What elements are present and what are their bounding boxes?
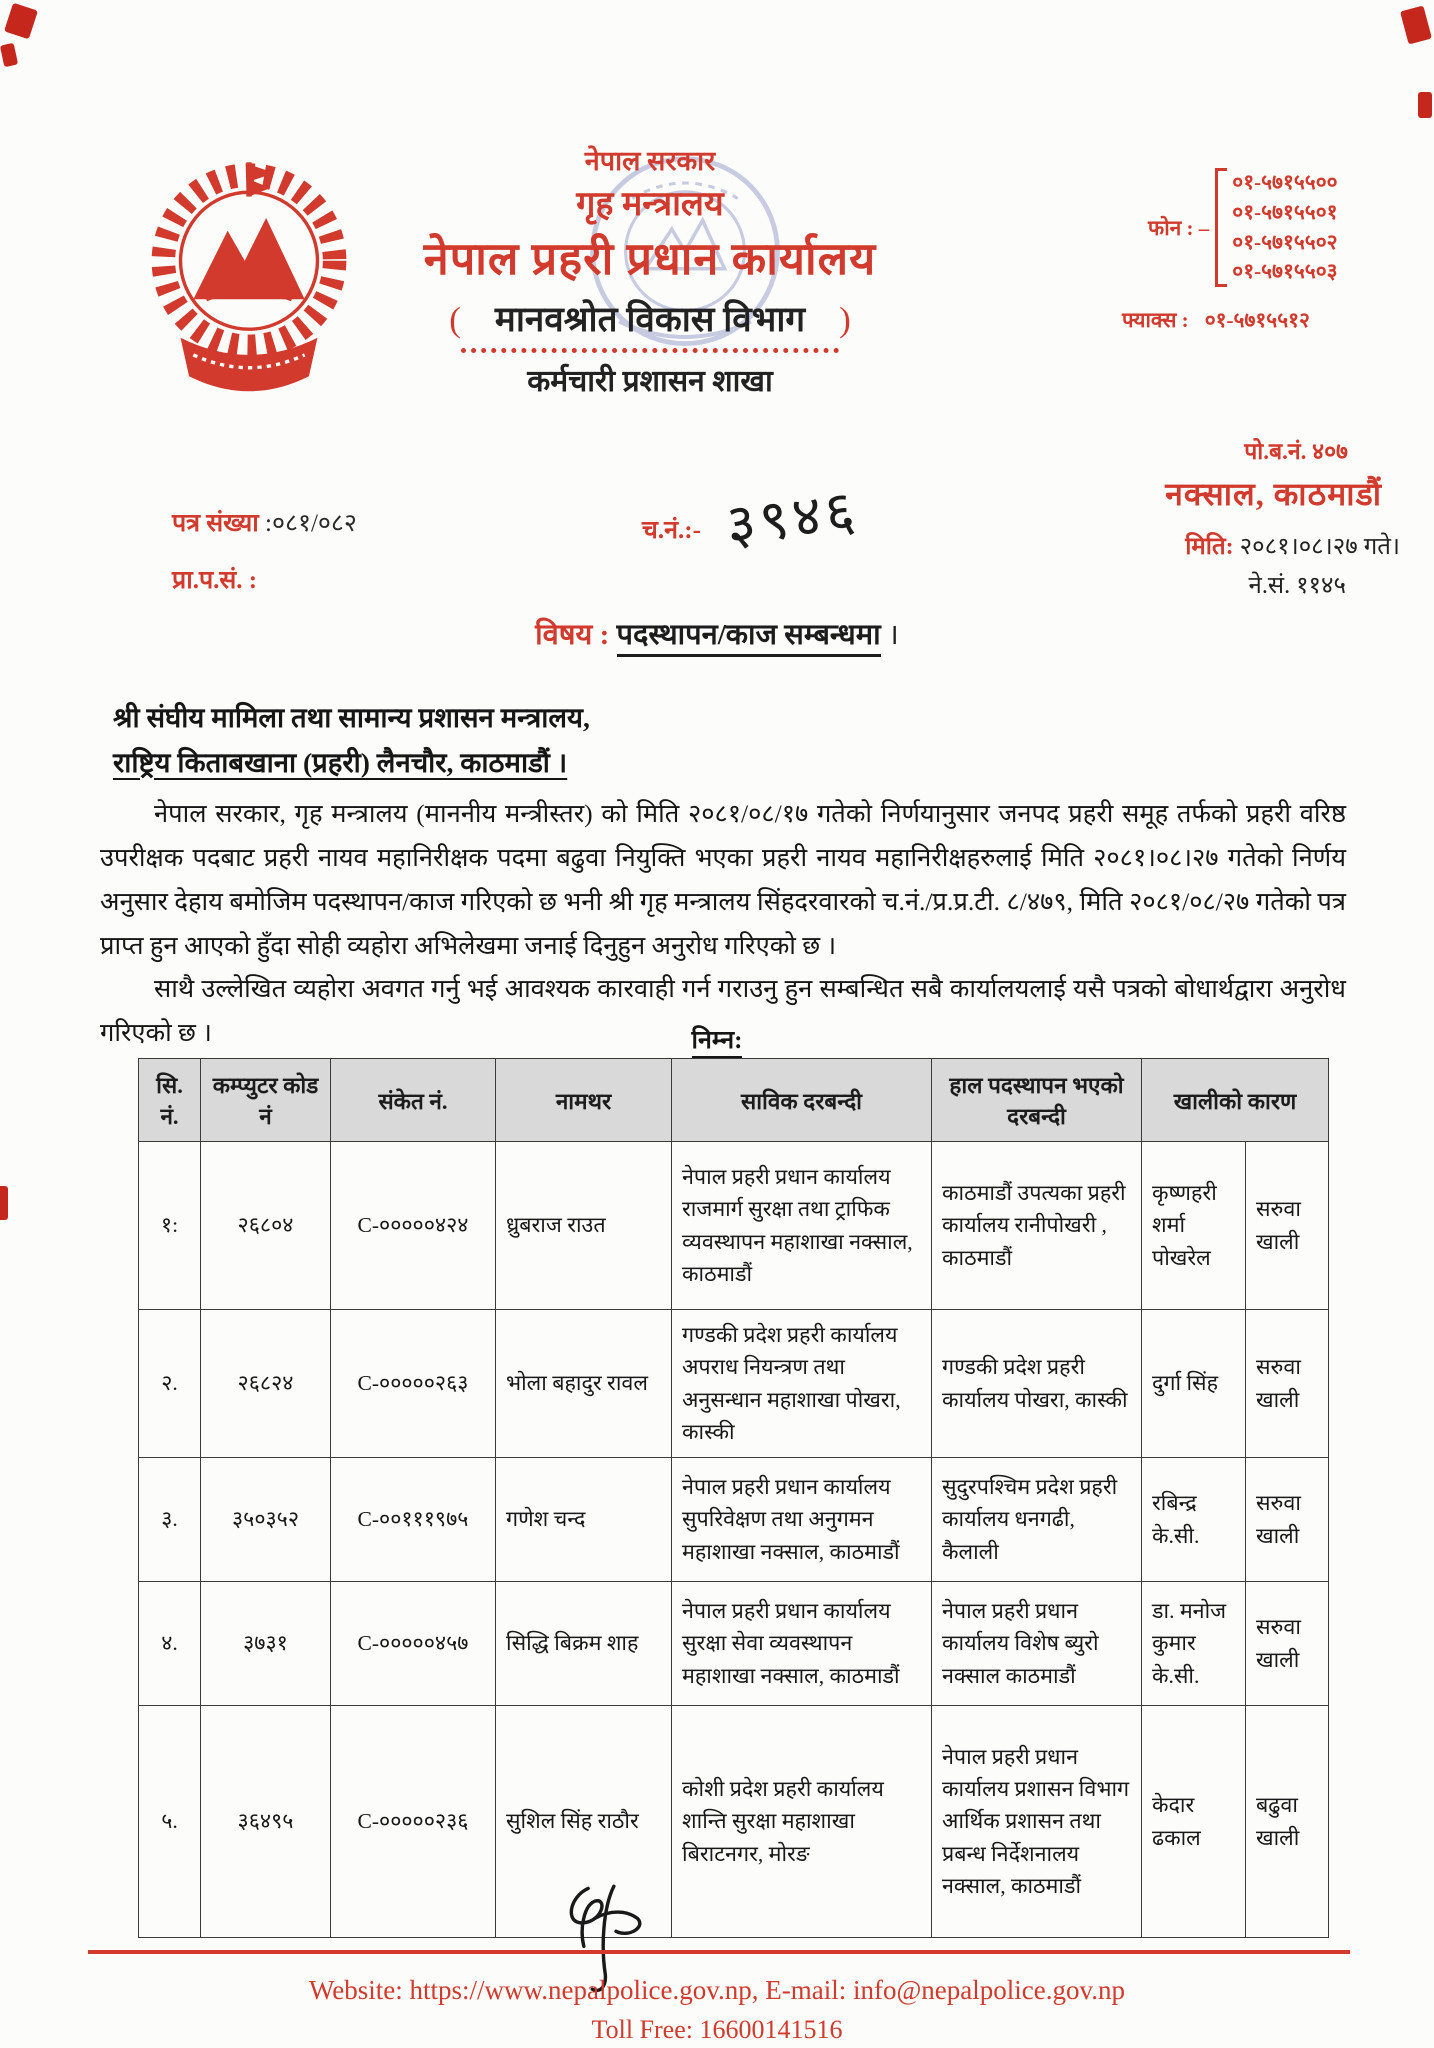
footer-tollfree: Toll Free: 16600141516 xyxy=(591,2015,843,2045)
cell-computer-code: २६८२४ xyxy=(201,1310,331,1458)
table-row xyxy=(139,1706,1329,1938)
subject-endmark: । xyxy=(880,619,899,651)
office-title: नेपाल प्रहरी प्रधान कार्यालय xyxy=(423,234,877,285)
cell-previous-post: नेपाल प्रहरी प्रधान कार्यालय सुपरिवेक्षण तथा अनुगमन महाशाखा नक्साल, काठमाडौं xyxy=(672,1458,932,1582)
cell-symbol-no: C-०००००४२४ xyxy=(331,1142,496,1310)
cell-symbol-no: C-०००००२६३ xyxy=(331,1310,496,1458)
letter-number-label: पत्र संख्या xyxy=(172,510,259,537)
cell-vacated-by: रबिन्द्र के.सी. xyxy=(1142,1458,1246,1582)
posting-table xyxy=(138,1058,1329,1938)
col-header-vacancy-reason: खालीको कारण xyxy=(1142,1059,1329,1142)
cell-previous-post: नेपाल प्रहरी प्रधान कार्यालय सुरक्षा सेवा व्यवस्थापन महाशाखा नक्साल, काठमाडौं xyxy=(672,1582,932,1706)
fax-line xyxy=(1122,306,1310,334)
col-header-previous-post: साविक दरबन्दी xyxy=(672,1059,932,1142)
cell-symbol-no: C-०००००२३६ xyxy=(331,1706,496,1938)
chalani-handwritten-number: ३९४६ xyxy=(722,478,863,559)
cell-vacated-by: डा. मनोज कुमार के.सी. xyxy=(1142,1582,1246,1706)
cell-symbol-no: C-००१११९७५ xyxy=(331,1458,496,1582)
government-title: नेपाल सरकार xyxy=(584,146,716,176)
table-row xyxy=(139,1310,1329,1458)
cell-computer-code: ३६४९५ xyxy=(201,1706,331,1938)
po-box: पो.ब.नं. ४०७ xyxy=(1244,439,1348,464)
subject-text: पदस्थापन/काज सम्बन्धमा xyxy=(617,619,881,657)
letter-number-line xyxy=(172,505,357,539)
nepal-police-emblem-icon xyxy=(142,140,356,420)
addressee-block xyxy=(113,696,590,785)
list-label-text: निम्न: xyxy=(692,1027,743,1059)
addressee-line1: श्री संघीय मामिला तथा सामान्य प्रशासन मन्त्रालय, xyxy=(113,702,590,733)
cell-name: भोला बहादुर रावल xyxy=(496,1310,672,1458)
phone-number: ०१-५७१५५०१ xyxy=(1232,199,1338,224)
nepal-sambat: ने.सं. ११४५ xyxy=(1248,573,1346,599)
col-header-sn: सि. नं. xyxy=(139,1059,201,1142)
subject-label: विषय xyxy=(535,619,593,651)
scan-artifact xyxy=(0,1186,8,1220)
dispatch-ref-label: प्रा.प.सं. : xyxy=(172,567,258,594)
cell-reason: सरुवा खाली xyxy=(1246,1142,1329,1310)
cell-sn: ४. xyxy=(139,1582,201,1706)
date-value: २०८१।०८।२७ गते। xyxy=(1239,534,1400,560)
cell-computer-code: ३५०३५२ xyxy=(201,1458,331,1582)
col-header-current-post: हाल पदस्थापन भएको दरबन्दी xyxy=(932,1059,1142,1142)
department-title xyxy=(360,300,940,353)
cell-vacated-by: दुर्गा सिंह xyxy=(1142,1310,1246,1458)
phone-bracket xyxy=(1215,168,1227,287)
col-header-name: नामथर xyxy=(496,1059,672,1142)
cell-name: ध्रुबराज राउत xyxy=(496,1142,672,1310)
chalani-label: च.नं.:- xyxy=(642,517,701,544)
date-line xyxy=(1030,529,1410,562)
scan-artifact xyxy=(4,3,38,40)
department-name: मानवश्रोत विकास विभाग xyxy=(461,300,839,353)
section-title: कर्मचारी प्रशासन शाखा xyxy=(527,365,773,399)
letter-number-value: :०८१/०८२ xyxy=(265,510,357,537)
table-header-row xyxy=(139,1059,1329,1142)
body-paragraph-2: साथै उल्लेखित व्यहोरा अवगत गर्नु भई आवश्यक कारवाही गर्न गराउनु हुन सम्बन्धित सबै कार्यालयलाई यसै पत्रको बोधार्थद्वारा अनुरोध गरिएको छ । xyxy=(100,974,1346,1048)
cell-reason: सरुवा खाली xyxy=(1246,1458,1329,1582)
footer-website-email: Website: https://www.nepalpolice.gov.np, E-mail: info@nepalpolice.gov.np xyxy=(308,1975,1125,2005)
paren-open: ( xyxy=(449,299,461,339)
phone-numbers xyxy=(1232,168,1337,287)
cell-current-post: गण्डकी प्रदेश प्रहरी कार्यालय पोखरा, कास्की xyxy=(932,1310,1142,1458)
cell-computer-code: २६८०४ xyxy=(201,1142,331,1310)
cell-name: गणेश चन्द xyxy=(496,1458,672,1582)
cell-reason: बढुवा खाली xyxy=(1246,1706,1329,1938)
cell-sn: २. xyxy=(139,1310,201,1458)
cell-current-post: नेपाल प्रहरी प्रधान कार्यालय प्रशासन विभाग आर्थिक प्रशासन तथा प्रबन्ध निर्देशनालय नक्साल, काठमाडौं xyxy=(932,1706,1142,1938)
phone-block xyxy=(1148,168,1338,287)
cell-vacated-by: कृष्णहरी शर्मा पोखरेल xyxy=(1142,1142,1246,1310)
scan-artifact xyxy=(1400,5,1432,44)
phone-number: ०१-५७१५५०० xyxy=(1232,170,1338,194)
cell-previous-post: नेपाल प्रहरी प्रधान कार्यालय राजमार्ग सुरक्षा तथा ट्राफिक व्यवस्थापन महाशाखा नक्साल, काठमाडौं xyxy=(672,1142,932,1310)
cell-sn: ३. xyxy=(139,1458,201,1582)
addressee-line2: राष्ट्रिय किताबखाना (प्रहरी) लैनचौर, काठमाडौं । xyxy=(113,746,568,778)
cell-reason: सरुवा खाली xyxy=(1246,1582,1329,1706)
letter-body xyxy=(100,792,1346,1055)
subject-line xyxy=(0,614,1434,653)
cell-name: सिद्धि बिक्रम शाह xyxy=(496,1582,672,1706)
cell-sn: १: xyxy=(139,1142,201,1310)
date-label: मिति: xyxy=(1185,534,1234,560)
paren-close: ) xyxy=(839,299,851,339)
scan-artifact xyxy=(1418,92,1432,118)
office-address: नक्साल, काठमाडौं xyxy=(1165,476,1382,512)
ministry-title: गृह मन्त्रालय xyxy=(576,186,724,224)
footer xyxy=(0,1972,1434,2048)
subject-separator: : xyxy=(592,619,617,651)
cell-name: सुशिल सिंह राठौर xyxy=(496,1706,672,1938)
cell-current-post: नेपाल प्रहरी प्रधान कार्यालय विशेष ब्युरो नक्साल काठमाडौं xyxy=(932,1582,1142,1706)
scan-artifact xyxy=(0,43,18,67)
table-row xyxy=(139,1142,1329,1310)
phone-number: ०१-५७१५५०३ xyxy=(1232,259,1338,284)
col-header-computer-code: कम्प्युटर कोड नं xyxy=(201,1059,331,1142)
phone-number: ०१-५७१५५०२ xyxy=(1232,229,1338,254)
cell-reason: सरुवा खाली xyxy=(1246,1310,1329,1458)
cell-current-post: काठमाडौं उपत्यका प्रहरी कार्यालय रानीपोखरी , काठमाडौं xyxy=(932,1142,1142,1310)
footer-divider xyxy=(88,1950,1350,1954)
col-header-symbol-no: संकेत नं. xyxy=(331,1059,496,1142)
phone-label: फोन : – xyxy=(1148,215,1210,240)
right-column xyxy=(1030,434,1410,601)
cell-current-post: सुदुरपश्चिम प्रदेश प्रहरी कार्यालय धनगढी, कैलाली xyxy=(932,1458,1142,1582)
cell-previous-post: गण्डकी प्रदेश प्रहरी कार्यालय अपराध नियन्त्रण तथा अनुसन्धान महाशाखा पोखरा, कास्की xyxy=(672,1310,932,1458)
body-paragraph-1: नेपाल सरकार, गृह मन्त्रालय (माननीय मन्त्रीस्तर) को मिति २०८१/०८/१७ गतेको निर्णयानुसार जनपद प्रहरी समूह तर्फको प्रहरी वरिष्ठ उपरीक्षक पदबाट प्रहरी नायव महानिरीक्षक पदमा बढुवा नियुक्ति भएका प्रहरी नायव महानिरीक्षहरुलाई मिति २०८१।०८।२७ गतेको निर्णय अनुसार देहाय बमोजिम पदस्थापन/काज गरिएको छ भनी श्री गृह मन्त्रालय सिंहदरवारको च.नं./प्र.प्र.टी. ८/४७९, मिति २०८१/०८/२७ गतेको पत्र प्राप्त हुन आएको हुँदा सोही व्यहोरा अभिलेखमा जनाई दिनुहुन अनुरोध गरिएको छ । xyxy=(100,799,1346,960)
fax-number: ०१-५७१५५१२ xyxy=(1204,308,1310,332)
list-label xyxy=(0,1022,1434,1056)
cell-symbol-no: C-०००००४५७ xyxy=(331,1582,496,1706)
table-row xyxy=(139,1582,1329,1706)
letterhead xyxy=(360,146,940,400)
table-row xyxy=(139,1458,1329,1582)
cell-previous-post: कोशी प्रदेश प्रहरी कार्यालय शान्ति सुरक्षा महाशाखा बिराटनगर, मोरङ xyxy=(672,1706,932,1938)
fax-label: फ्याक्स : xyxy=(1122,308,1189,332)
cell-sn: ५. xyxy=(139,1706,201,1938)
cell-vacated-by: केदार ढकाल xyxy=(1142,1706,1246,1938)
cell-computer-code: ३७३१ xyxy=(201,1582,331,1706)
